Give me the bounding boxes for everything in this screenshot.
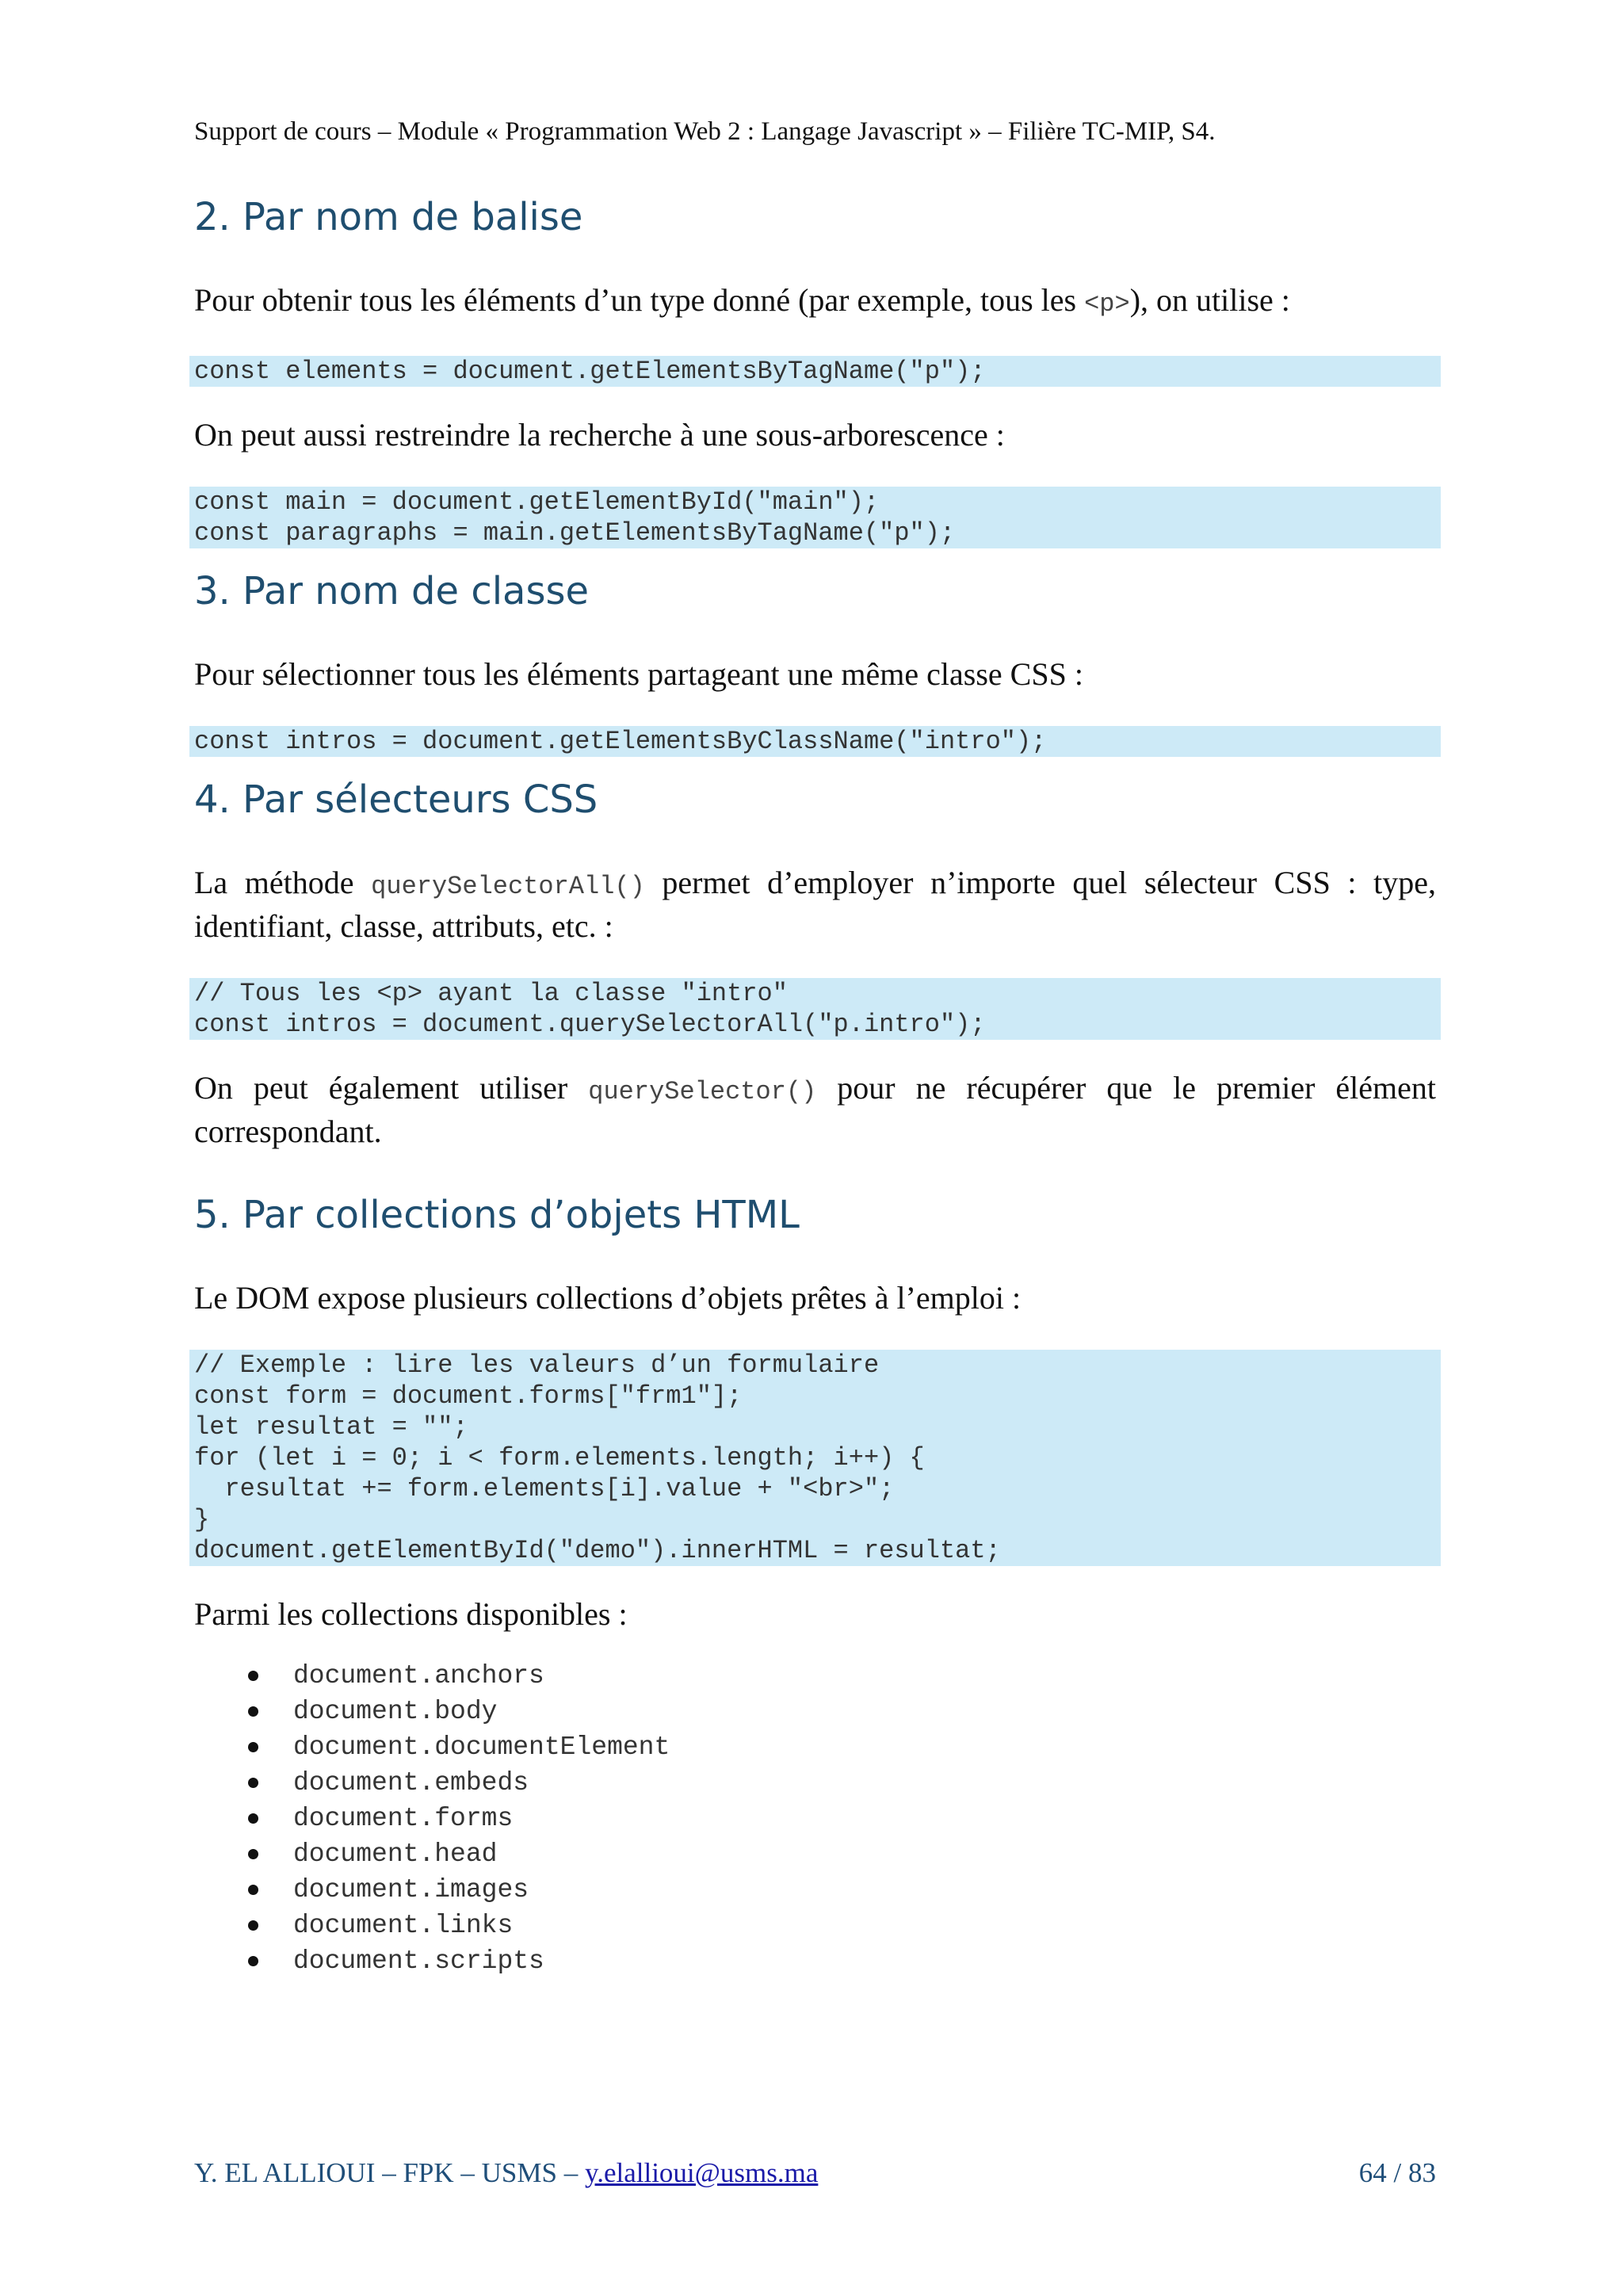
list-item	[194, 1872, 1436, 1908]
email-link[interactable]: y.elallioui@usms.ma	[584, 2157, 819, 2188]
author-text: Y. EL ALLIOUI – FPK – USMS –	[194, 2157, 585, 2188]
list-item-label: document.documentElement	[293, 1733, 670, 1762]
section-title-tag: 2. Par nom de balise	[194, 195, 583, 239]
code-block-tag-1: const elements = document.getElementsByTagName("p");	[189, 356, 1441, 387]
text: On peut également utiliser	[194, 1070, 589, 1106]
inline-code: <p>	[1084, 289, 1130, 319]
code-block-class-1: const intros = document.getElementsByClassName("intro");	[189, 726, 1441, 757]
bullet-icon	[248, 1885, 258, 1895]
page-number: 64 / 83	[1358, 2157, 1436, 2188]
section-title-collections: 5. Par collections d’objets HTML	[194, 1193, 800, 1237]
bullet-icon	[248, 1706, 258, 1717]
paragraph-css-queryselector	[194, 1068, 1436, 1152]
list-item-label: document.body	[293, 1697, 498, 1726]
code-block-css-1: // Tous les <p> ayant la classe "intro" const intros = document.querySelectorAll("p.intro");	[189, 978, 1441, 1040]
paragraph-tag-subtree: On peut aussi restreindre la recherche à une sous-arborescence :	[194, 417, 1005, 453]
text: La méthode	[194, 865, 372, 900]
bullet-icon	[248, 1956, 258, 1966]
text: pour ne récupérer que le premier élément correspondant.	[194, 1070, 1437, 1149]
bullet-icon	[248, 1742, 258, 1752]
list-item	[194, 1729, 1436, 1765]
list-item	[194, 1765, 1436, 1801]
page-footer-author	[194, 2157, 818, 2189]
bullet-icon	[248, 1671, 258, 1681]
page-header: Support de cours – Module « Programmation Web 2 : Langage Javascript » – Filière TC-MIP, S4.	[194, 117, 1216, 146]
paragraph-class-intro: Pour sélectionner tous les éléments partageant une même classe CSS :	[194, 656, 1083, 692]
text: Pour obtenir tous les éléments d’un type donné (par exemple, tous les	[194, 282, 1085, 318]
list-item-label: document.anchors	[293, 1661, 544, 1690]
text: permet d’employer n’importe quel sélecteur CSS : type, identifiant, classe, attributs, etc. :	[194, 865, 1437, 944]
inline-code: querySelector()	[588, 1077, 817, 1106]
list-item-label: document.scripts	[293, 1946, 544, 1976]
paragraph-collections-list-intro: Parmi les collections disponibles :	[194, 1596, 628, 1632]
list-item-label: document.links	[293, 1911, 514, 1940]
inline-code: querySelectorAll()	[371, 872, 645, 901]
code-block-tag-2: const main = document.getElementById("main"); const paragraphs = main.getElementsByTagName("p");	[189, 487, 1441, 548]
list-item	[194, 1836, 1436, 1872]
bullet-icon	[248, 1920, 258, 1931]
list-item	[194, 1694, 1436, 1729]
list-item	[194, 1943, 1436, 1979]
list-item-label: document.head	[293, 1839, 498, 1869]
list-item-label: document.images	[293, 1875, 529, 1904]
list-item	[194, 1801, 1436, 1836]
list-item	[194, 1658, 1436, 1694]
bullet-icon	[248, 1849, 258, 1859]
bullet-icon	[248, 1813, 258, 1824]
list-item-label: document.embeds	[293, 1768, 529, 1797]
code-block-collections-1: // Exemple : lire les valeurs d’un formulaire const form = document.forms["frm1"]; let resultat = ""; for (let i = 0; i < form.elements.length; i++) { resultat += form.elements[i].value + "<br>"; } document.getElementById("demo").innerHTML = resultat;	[189, 1350, 1441, 1566]
section-title-css: 4. Par sélecteurs CSS	[194, 777, 598, 822]
page-content	[194, 193, 1436, 1979]
list-item-label: document.forms	[293, 1804, 514, 1833]
section-title-class: 3. Par nom de classe	[194, 569, 589, 613]
text: ), on utilise :	[1129, 282, 1290, 318]
paragraph-collections-intro: Le DOM expose plusieurs collections d’objets prêtes à l’emploi :	[194, 1280, 1022, 1316]
list-item	[194, 1908, 1436, 1943]
collections-list	[194, 1658, 1436, 1979]
bullet-icon	[248, 1778, 258, 1788]
paragraph-tag-intro	[194, 281, 1436, 324]
paragraph-css-intro	[194, 863, 1436, 946]
